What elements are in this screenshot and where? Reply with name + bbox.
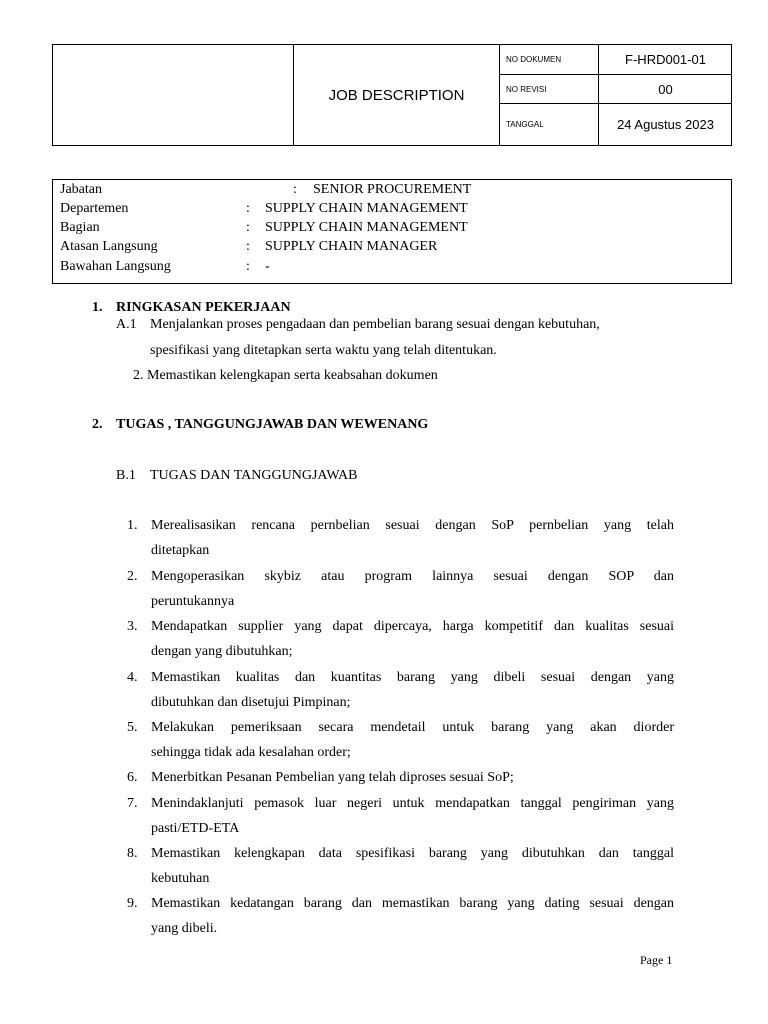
list-item-line2: dibutuhkan dan disetujui Pimpinan; xyxy=(151,695,351,710)
list-item-number: 1. xyxy=(127,518,138,533)
section1-number: 1. xyxy=(92,300,103,315)
list-item-line1: Memastikan kualitas dan kuantitas barang yang dibeli sesuai dengan yang xyxy=(151,670,674,685)
list-item-line1: Mengoperasikan skybiz atau program lainnya sesuai dengan SOP dan xyxy=(151,569,674,584)
meta-row-tanggal xyxy=(499,104,731,145)
list-item-line1: Memastikan kedatangan barang dan memastikan barang yang dating sesuai dengan xyxy=(151,896,674,911)
meta-row-no-revisi xyxy=(499,75,731,104)
info-label: Bagian xyxy=(60,220,100,235)
section1-a1-line2: spesifikasi yang ditetapkan serta waktu yang telah ditentukan. xyxy=(150,343,497,358)
list-item-number: 5. xyxy=(127,720,138,735)
info-colon: : xyxy=(246,259,250,274)
list-item-number: 6. xyxy=(127,770,138,785)
list-item-line2: kebutuhan xyxy=(151,871,210,886)
document-title: JOB DESCRIPTION xyxy=(294,45,500,145)
list-item xyxy=(127,769,674,789)
info-colon: : xyxy=(293,182,297,197)
list-item-number: 7. xyxy=(127,796,138,811)
list-item-line1: Melakukan pemeriksaan secara mendetail untuk barang yang akan diorder xyxy=(151,720,674,735)
meta-value: 00 xyxy=(658,81,673,97)
list-item xyxy=(127,568,674,608)
info-colon: : xyxy=(246,220,250,235)
list-item-line1: Menerbitkan Pesanan Pembelian yang telah diproses sesuai SoP; xyxy=(151,770,514,785)
section1-a1-number: A.1 xyxy=(116,317,137,332)
list-item-number: 9. xyxy=(127,896,138,911)
meta-row-no-dokumen xyxy=(499,45,731,75)
list-item-line2: sehingga tidak ada kesalahan order; xyxy=(151,745,351,760)
list-item-number: 2. xyxy=(127,569,138,584)
section2-b1-title: TUGAS DAN TANGGUNGJAWAB xyxy=(150,468,358,483)
position-info-box xyxy=(52,179,732,284)
meta-value: 24 Agustus 2023 xyxy=(617,117,714,132)
section2-b1-number: B.1 xyxy=(116,468,136,483)
list-item-line1: Merealisasikan rencana pernbelian sesuai dengan SoP pernbelian yang telah xyxy=(151,518,674,533)
info-label: Departemen xyxy=(60,201,129,216)
info-label: Bawahan Langsung xyxy=(60,259,171,274)
info-label: Jabatan xyxy=(60,182,102,197)
list-item-line2: yang dibeli. xyxy=(151,921,218,936)
document-meta xyxy=(499,45,731,145)
info-value: SUPPLY CHAIN MANAGEMENT xyxy=(265,201,468,216)
info-value: SENIOR PROCUREMENT xyxy=(313,182,472,197)
list-item-number: 8. xyxy=(127,846,138,861)
list-item-line1: Memastikan kelengkapan data spesifikasi barang yang dibutuhkan dan tanggal xyxy=(151,846,674,861)
info-value: SUPPLY CHAIN MANAGER xyxy=(265,239,438,254)
list-item xyxy=(127,719,674,759)
list-item-number: 4. xyxy=(127,670,138,685)
page-number: Page 1 xyxy=(640,953,673,967)
info-colon: : xyxy=(246,201,250,216)
list-item-line2: dengan yang dibutuhkan; xyxy=(151,644,293,659)
info-label: Atasan Langsung xyxy=(60,239,158,254)
section1-a1-line1: Menjalankan proses pengadaan dan pembelian barang sesuai dengan kebutuhan, xyxy=(150,317,600,332)
list-item xyxy=(127,795,674,835)
document-header-table xyxy=(52,44,732,146)
logo-cell xyxy=(53,45,294,145)
section2-title: TUGAS , TANGGUNGJAWAB DAN WEWENANG xyxy=(116,417,429,432)
section2-number: 2. xyxy=(92,417,103,432)
list-item xyxy=(127,618,674,658)
info-value: SUPPLY CHAIN MANAGEMENT xyxy=(265,220,468,235)
info-colon: : xyxy=(246,239,250,254)
section1-item2: 2. Memastikan kelengkapan serta keabsahan dokumen xyxy=(133,368,438,383)
list-item-line2: pasti/ETD-ETA xyxy=(151,821,240,836)
list-item-line1: Mendapatkan supplier yang dapat dipercaya, harga kompetitif dan kualitas sesuai xyxy=(151,619,674,634)
list-item-number: 3. xyxy=(127,619,138,634)
meta-label: TANGGAL xyxy=(499,104,599,145)
list-item-line2: ditetapkan xyxy=(151,543,210,558)
meta-value: F-HRD001-01 xyxy=(625,52,706,67)
meta-label: NO DOKUMEN xyxy=(499,45,599,74)
list-item xyxy=(127,895,674,935)
list-item xyxy=(127,845,674,885)
list-item xyxy=(127,517,674,557)
meta-label: NO REVISI xyxy=(499,75,599,103)
list-item-line2: peruntukannya xyxy=(151,594,235,609)
list-item-line1: Menindaklanjuti pemasok luar negeri untuk mendapatkan tanggal pengiriman yang xyxy=(151,796,674,811)
list-item xyxy=(127,669,674,709)
info-value: - xyxy=(265,259,270,274)
section1-title: RINGKASAN PEKERJAAN xyxy=(116,300,291,315)
